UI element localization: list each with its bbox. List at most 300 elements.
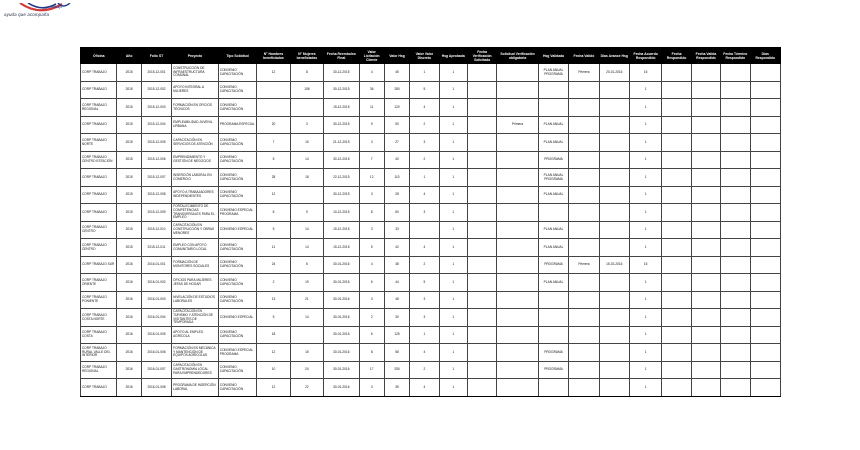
table-cell: [497, 362, 539, 379]
table-cell: 2015: [117, 134, 141, 152]
table-cell: 1: [629, 344, 661, 362]
table-cell: 18: [257, 327, 290, 344]
table-cell: 12: [257, 187, 290, 204]
table-cell: [691, 379, 720, 397]
table-cell: PLAN ANUAL: [538, 187, 568, 204]
table-cell: 12: [359, 169, 384, 187]
table-cell: 5: [410, 274, 439, 292]
table-cell: [569, 292, 599, 309]
table-cell: [467, 379, 496, 397]
table-cell: 2016-01-003: [141, 292, 171, 309]
table-cell: 1: [629, 187, 661, 204]
table-cell: [750, 64, 780, 82]
table-cell: [569, 327, 599, 344]
table-cell: 30-01-2016: [324, 379, 359, 397]
table-cell: [599, 309, 629, 327]
table-cell: [691, 327, 720, 344]
table-cell: [257, 82, 290, 99]
table-cell: [599, 362, 629, 379]
table-cell: [569, 222, 599, 239]
table-cell: [599, 344, 629, 362]
table-cell: 7: [359, 152, 384, 169]
table-cell: [691, 344, 720, 362]
table-body: [81, 64, 781, 397]
table-cell: [691, 362, 720, 379]
table-cell: [750, 152, 780, 169]
table-cell: CORP TRABAJO: [81, 64, 117, 82]
table-cell: 20: [257, 117, 290, 134]
table-cell: CAPACITACIÓN EN TURISMO Y ATENCIÓN DE VISITANTES DE TEMPORADA: [172, 309, 219, 327]
table-cell: FORTALECIMIENTO DE COMPETENCIAS TRANSVERSALES PARA EL EMPLEO: [172, 204, 219, 222]
table-cell: CORP TRABAJO: [81, 379, 117, 397]
table-row: [81, 134, 781, 152]
table-cell: CAPACITACIÓN EN GASTRONOMÍA LOCAL PARA EMPRENDEDORES: [172, 362, 219, 379]
table-cell: [750, 82, 780, 99]
table-cell: APOYO A TRABAJADORES INDEPENDIENTES: [172, 187, 219, 204]
table-cell: 6: [359, 274, 384, 292]
table-cell: [691, 204, 720, 222]
table-cell: [662, 134, 691, 152]
table-cell: 14: [290, 152, 323, 169]
table-cell: PLAN ANUAL: [538, 222, 568, 239]
table-cell: CONVENIO CAPACITACIÓN: [218, 134, 256, 152]
table-cell: [721, 169, 750, 187]
table-cell: [497, 379, 539, 397]
table-cell: 2016-01-008: [141, 379, 171, 397]
table-cell: 15-12-2015: [324, 222, 359, 239]
table-cell: [467, 187, 496, 204]
table-row: [81, 309, 781, 327]
table-cell: 5: [257, 222, 290, 239]
table-cell: [599, 82, 629, 99]
table-cell: 11: [257, 239, 290, 257]
table-cell: [467, 344, 496, 362]
table-cell: 2016-01-007: [141, 362, 171, 379]
table-cell: [662, 292, 691, 309]
table-cell: 250: [384, 362, 409, 379]
table-cell: 2015: [117, 204, 141, 222]
table-row: [81, 99, 781, 117]
table-cell: 2015-12-009: [141, 204, 171, 222]
table-cell: 30-01-2016: [324, 292, 359, 309]
table-cell: 1: [629, 169, 661, 187]
table-cell: 2015: [117, 239, 141, 257]
table-cell: [662, 309, 691, 327]
table-cell: CONVENIO CAPACITACIÓN: [218, 327, 256, 344]
table-cell: [467, 257, 496, 274]
column-header: Fecha Validó: [569, 48, 599, 64]
table-cell: 1: [629, 362, 661, 379]
column-header: Valor Hsg: [384, 48, 409, 64]
table-cell: 2015-12-007: [141, 169, 171, 187]
table-cell: CONVENIO CAPACITACIÓN: [218, 187, 256, 204]
table-cell: 1: [439, 82, 467, 99]
table-cell: 2016: [117, 292, 141, 309]
table-cell: 5: [257, 152, 290, 169]
table-cell: 40: [384, 152, 409, 169]
table-cell: 110: [384, 169, 409, 187]
table-cell: [691, 257, 720, 274]
column-header: Tipo Solicitud: [218, 48, 256, 64]
table-cell: CONVENIO CAPACITACIÓN: [218, 82, 256, 99]
table-cell: [467, 274, 496, 292]
table-cell: CONVENIO CAPACITACIÓN: [218, 152, 256, 169]
table-cell: 58: [384, 344, 409, 362]
table-cell: [662, 379, 691, 397]
table-cell: [750, 99, 780, 117]
table-cell: 1: [439, 134, 467, 152]
table-cell: 2016-01-001: [141, 257, 171, 274]
table-cell: [497, 152, 539, 169]
table-cell: 15: [629, 257, 661, 274]
table-cell: [721, 327, 750, 344]
table-cell: 1: [629, 327, 661, 344]
table-cell: [691, 117, 720, 134]
table-cell: 48: [384, 292, 409, 309]
table-cell: 11: [359, 99, 384, 117]
tagline: ayuda que acompaña: [4, 12, 50, 17]
table-cell: [750, 204, 780, 222]
table-cell: 1: [410, 64, 439, 82]
table-cell: 2016-01-004: [141, 309, 171, 327]
table-cell: 2015-12-008: [141, 187, 171, 204]
table-cell: [467, 82, 496, 99]
table-cell: 15: [629, 64, 661, 82]
table-cell: 1: [439, 99, 467, 117]
table-cell: 1: [629, 309, 661, 327]
table-cell: 1: [629, 274, 661, 292]
table-cell: PLAN ANUAL PROGRAMA: [538, 169, 568, 187]
table-cell: 3: [359, 187, 384, 204]
table-cell: [538, 327, 568, 344]
column-header: N° Mujeres beneficiadas: [290, 48, 323, 64]
table-cell: [467, 169, 496, 187]
table-cell: [538, 99, 568, 117]
table-cell: CORP TRABAJO PONIENTE: [81, 292, 117, 309]
table-cell: [662, 257, 691, 274]
table-cell: 1: [439, 152, 467, 169]
table-cell: 6: [290, 257, 323, 274]
table-row: [81, 169, 781, 187]
table-cell: 5: [359, 239, 384, 257]
table-cell: 30-01-2016: [324, 327, 359, 344]
table-row: [81, 362, 781, 379]
table-cell: CONVENIO ESPECIAL: [218, 222, 256, 239]
column-header: Solicitud Verificación obligatoria: [497, 48, 539, 64]
table-header-row: [81, 48, 781, 64]
table-cell: [662, 222, 691, 239]
table-cell: 30-12-2015: [324, 82, 359, 99]
table-cell: [691, 64, 720, 82]
table-cell: [721, 292, 750, 309]
table-cell: 1: [439, 309, 467, 327]
table-cell: [497, 257, 539, 274]
table-cell: 38: [384, 257, 409, 274]
table-cell: 15-12-2015: [324, 99, 359, 117]
table-cell: PLAN ANUAL PROGRAMA: [538, 64, 568, 82]
table-cell: [467, 152, 496, 169]
table-cell: 8: [359, 344, 384, 362]
table-cell: [467, 134, 496, 152]
table-cell: 1: [439, 169, 467, 187]
table-cell: 2015: [117, 222, 141, 239]
spreadsheet: [80, 47, 781, 397]
table-cell: 45: [384, 64, 409, 82]
table-cell: 27: [384, 134, 409, 152]
table-cell: [538, 379, 568, 397]
table-cell: 1: [439, 64, 467, 82]
table-cell: [691, 222, 720, 239]
table-cell: CAPACITACIÓN EN SERVICIOS DE ATENCIÓN: [172, 134, 219, 152]
table-cell: CORP TRABAJO CENTRO: [81, 222, 117, 239]
table-row: [81, 344, 781, 362]
table-cell: CORP TRABAJO COSTA: [81, 327, 117, 344]
table-cell: [599, 169, 629, 187]
table-cell: 60: [384, 204, 409, 222]
table-cell: [599, 327, 629, 344]
table-cell: [497, 204, 539, 222]
table-cell: CONVENIO CAPACITACIÓN: [218, 379, 256, 397]
table-row: [81, 274, 781, 292]
table-cell: 3: [359, 134, 384, 152]
table-cell: 3: [290, 117, 323, 134]
table-cell: 1: [629, 222, 661, 239]
table-cell: Primera: [569, 64, 599, 82]
table-cell: [750, 309, 780, 327]
table-cell: [599, 99, 629, 117]
table-cell: 2016-01-006: [141, 344, 171, 362]
table-cell: [662, 362, 691, 379]
table-cell: [599, 117, 629, 134]
table-cell: 22-12-2015: [324, 169, 359, 187]
table-cell: 2015: [117, 99, 141, 117]
table-cell: [721, 309, 750, 327]
table-cell: 30-12-2015: [324, 117, 359, 134]
table-cell: APOYO INTEGRAL A MUJERES: [172, 82, 219, 99]
table-cell: 15: [290, 344, 323, 362]
table-row: [81, 152, 781, 169]
table-cell: 30-01-2016: [324, 257, 359, 274]
table-cell: 2016: [117, 327, 141, 344]
table-cell: 2: [410, 117, 439, 134]
table-cell: [691, 169, 720, 187]
table-cell: CORP TRABAJO CENTRO: [81, 239, 117, 257]
table-cell: CORP TRABAJO NORTE: [81, 134, 117, 152]
column-header: N° Hombres beneficiados: [257, 48, 290, 64]
table-cell: CORP TRABAJO RURAL VALLE DEL INTERIOR: [81, 344, 117, 362]
table-cell: [497, 64, 539, 82]
table-cell: [599, 134, 629, 152]
table-cell: 12: [257, 344, 290, 362]
table-cell: [662, 169, 691, 187]
table-cell: 35: [384, 379, 409, 397]
table-cell: 1: [629, 82, 661, 99]
table-cell: 30-01-2016: [324, 344, 359, 362]
table-cell: 2016: [117, 379, 141, 397]
table-cell: 50: [384, 117, 409, 134]
table-cell: 1: [629, 239, 661, 257]
table-cell: 28: [257, 169, 290, 187]
table-cell: CONVENIO ESPECIAL: [218, 309, 256, 327]
table-cell: [721, 362, 750, 379]
table-cell: 1: [439, 274, 467, 292]
table-cell: [750, 274, 780, 292]
table-cell: EMPLEO CON APOYO COMUNITARIO LOCAL: [172, 239, 219, 257]
table-cell: [410, 222, 439, 239]
table-cell: 15-02-2016: [599, 257, 629, 274]
table-cell: [569, 344, 599, 362]
table-cell: 2016: [117, 362, 141, 379]
table-cell: 2015-12-010: [141, 222, 171, 239]
column-header: Proyecto: [172, 48, 219, 64]
table-cell: [497, 327, 539, 344]
table-cell: 2015: [117, 64, 141, 82]
table-cell: 2015-12-006: [141, 152, 171, 169]
table-cell: [569, 169, 599, 187]
table-cell: CORP TRABAJO REGIONAL: [81, 99, 117, 117]
table-cell: PROGRAMA DE INSERCIÓN LABORAL: [172, 379, 219, 397]
logo: [18, 0, 82, 10]
table-cell: [691, 152, 720, 169]
table-cell: 44: [384, 274, 409, 292]
table-cell: 5: [257, 309, 290, 327]
column-header: Folio ST: [141, 48, 171, 64]
table-cell: [290, 99, 323, 117]
table-cell: 12: [257, 379, 290, 397]
column-header: Fecha Término Respondido: [721, 48, 750, 64]
table-cell: 9: [290, 204, 323, 222]
table-cell: 24: [290, 362, 323, 379]
table-row: [81, 222, 781, 239]
table-cell: [721, 64, 750, 82]
table-cell: CONVENIO CAPACITACIÓN: [218, 257, 256, 274]
table-cell: [750, 134, 780, 152]
table-cell: 2015-12-011: [141, 239, 171, 257]
table-cell: PROGRAMA: [538, 152, 568, 169]
table-cell: 2: [410, 362, 439, 379]
table-cell: Primera: [497, 117, 539, 134]
table-row: [81, 327, 781, 344]
table-cell: [750, 362, 780, 379]
table-cell: 24: [257, 257, 290, 274]
table-cell: [721, 187, 750, 204]
table-cell: [467, 204, 496, 222]
table-cell: 1: [439, 292, 467, 309]
table-cell: CORP TRABAJO: [81, 169, 117, 187]
table-cell: EMPRENDIMIENTO Y GESTIÓN DE NEGOCIOS: [172, 152, 219, 169]
table-cell: 2015: [117, 82, 141, 99]
table-cell: APOYO AL EMPLEO AGRÍCOLA: [172, 327, 219, 344]
table-cell: 30: [384, 309, 409, 327]
table-cell: 21-12-2015: [324, 134, 359, 152]
table-cell: [497, 134, 539, 152]
table-cell: [497, 222, 539, 239]
table-cell: FORMACIÓN EN MECÁNICA Y MANTENCIÓN DE EQUIPOS AGRÍCOLAS: [172, 344, 219, 362]
table-cell: PROGRAMA: [538, 344, 568, 362]
table-cell: 2016: [117, 274, 141, 292]
table-cell: [750, 379, 780, 397]
column-header: Hsg Aprobada: [439, 48, 467, 64]
table-cell: [497, 99, 539, 117]
table-cell: [569, 99, 599, 117]
table-cell: [750, 222, 780, 239]
table-cell: PROGRAMA: [538, 257, 568, 274]
table-cell: [662, 204, 691, 222]
table-cell: 8: [290, 64, 323, 82]
table-cell: [290, 327, 323, 344]
table-cell: [538, 82, 568, 99]
table-cell: [257, 99, 290, 117]
report-table: [80, 47, 781, 397]
table-cell: 42: [384, 239, 409, 257]
table-cell: [662, 274, 691, 292]
table-cell: 2015: [117, 152, 141, 169]
column-header: Oficina: [81, 48, 117, 64]
logo-text: Trabajo: [50, 5, 63, 9]
table-cell: 30-12-2015: [324, 187, 359, 204]
table-cell: [691, 82, 720, 99]
table-cell: CONVENIO CAPACITACIÓN: [218, 362, 256, 379]
table-cell: 2015-12-001: [141, 64, 171, 82]
table-cell: 2016-01-005: [141, 327, 171, 344]
column-header: Días Avance Hsg: [599, 48, 629, 64]
table-cell: [662, 117, 691, 134]
table-cell: [662, 64, 691, 82]
table-cell: 7: [257, 134, 290, 152]
table-cell: CORP TRABAJO: [81, 187, 117, 204]
table-cell: [599, 222, 629, 239]
table-cell: [467, 309, 496, 327]
table-cell: [497, 274, 539, 292]
table-cell: [538, 204, 568, 222]
table-cell: [467, 64, 496, 82]
table-row: [81, 239, 781, 257]
table-cell: [497, 187, 539, 204]
table-cell: 13: [257, 292, 290, 309]
table-cell: 3: [359, 379, 384, 397]
table-cell: [662, 327, 691, 344]
table-cell: Primera: [569, 257, 599, 274]
table-cell: 15-12-2015: [324, 239, 359, 257]
table-cell: [662, 82, 691, 99]
table-row: [81, 117, 781, 134]
table-cell: 2015: [117, 117, 141, 134]
table-cell: 4: [359, 257, 384, 274]
table-cell: [750, 292, 780, 309]
table-cell: [467, 99, 496, 117]
table-cell: 10: [257, 362, 290, 379]
table-cell: OFICIOS PARA MUJERES JEFAS DE HOGAR: [172, 274, 219, 292]
table-cell: PROGRAMA: [538, 362, 568, 379]
table-cell: PLAN ANUAL: [538, 239, 568, 257]
table-cell: [538, 309, 568, 327]
table-cell: CONVENIO CAPACITACIÓN: [218, 274, 256, 292]
table-cell: [691, 292, 720, 309]
table-cell: CORP TRABAJO REGIONAL: [81, 362, 117, 379]
table-cell: 30-01-2016: [324, 309, 359, 327]
table-cell: [691, 99, 720, 117]
table-cell: [691, 187, 720, 204]
table-cell: [721, 222, 750, 239]
table-cell: 9: [359, 117, 384, 134]
table-cell: [497, 169, 539, 187]
table-cell: 19: [290, 274, 323, 292]
table-cell: [599, 239, 629, 257]
table-cell: 4: [359, 64, 384, 82]
table-cell: PROGRAMA ESPECIAL: [218, 117, 256, 134]
column-header: Año: [117, 48, 141, 64]
table-cell: 5: [410, 82, 439, 99]
